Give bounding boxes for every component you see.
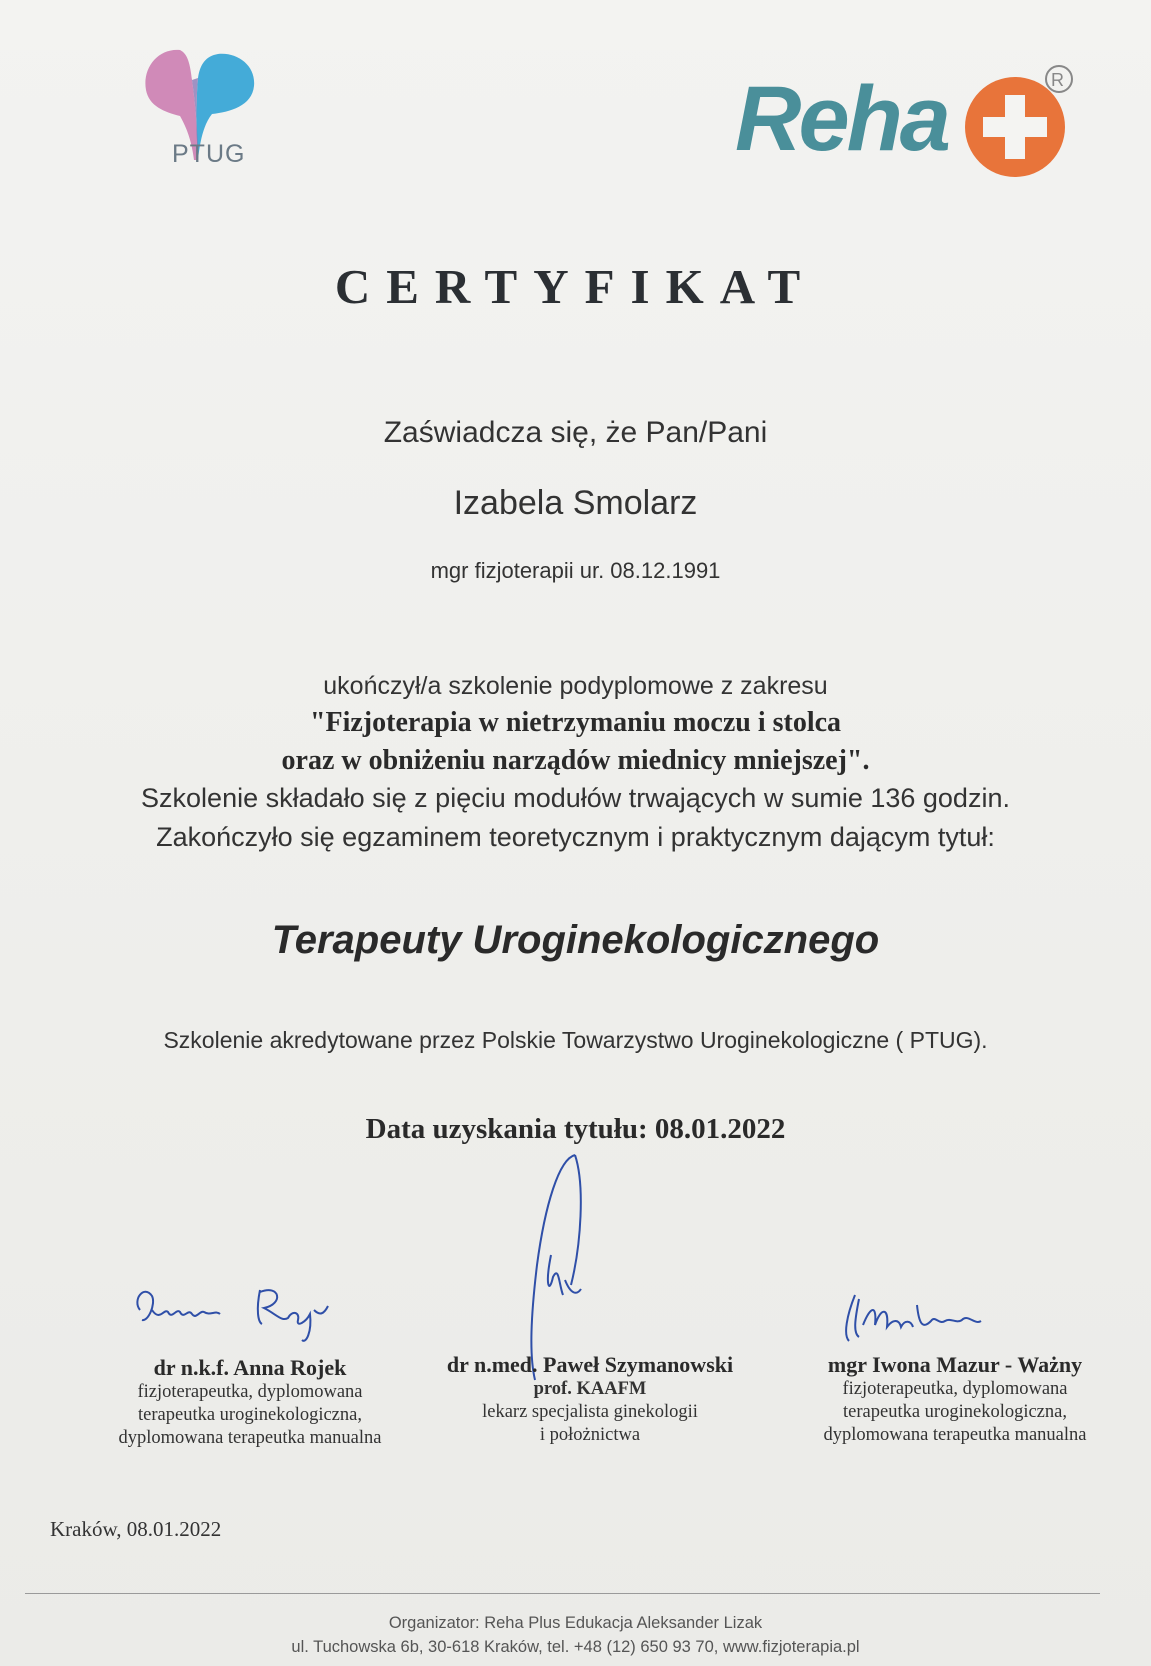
recipient-name: Izabela Smolarz xyxy=(453,484,698,522)
completed-text: ukończył/a szkolenie podyplomowe z zakresu xyxy=(323,672,828,700)
signer-3-line-3: dyplomowana terapeutka manualna xyxy=(823,1425,1087,1445)
signer-3-name: mgr Iwona Mazur - Ważny xyxy=(827,1352,1083,1377)
footer-organizer: Organizator: Reha Plus Edukacja Aleksander Lizak xyxy=(388,1614,763,1632)
signer-2-name: dr n.med. Paweł Szymanowski xyxy=(446,1352,734,1377)
signature-anna-rojek xyxy=(130,1270,360,1350)
signature-iwona-mazur-wazny xyxy=(835,1285,1005,1355)
signer-1 xyxy=(50,1355,450,1450)
ptug-label: PTUG xyxy=(172,140,246,168)
course-title-line-1: "Fizjoterapia w nietrzymaniu moczu i stolca xyxy=(309,707,842,738)
signer-1-name: dr n.k.f. Anna Rojek xyxy=(153,1355,347,1380)
registered-mark: R xyxy=(1051,70,1064,90)
reha-plus-logo xyxy=(735,55,1080,185)
accreditation-text: Szkolenie akredytowane przez Polskie Towarzystwo Uroginekologiczne ( PTUG). xyxy=(163,1027,988,1053)
signer-3 xyxy=(755,1352,1151,1447)
awarded-title: Terapeuty Uroginekologicznego xyxy=(271,918,880,962)
signer-2-line-2: lekarz specjalista ginekologii xyxy=(482,1402,698,1422)
course-title-line-2: oraz w obniżeniu narządów miednicy mniejszej". xyxy=(281,745,870,776)
signer-3-line-1: fizjoterapeutka, dyplomowana xyxy=(842,1379,1068,1399)
signer-1-line-3: dyplomowana terapeutka manualna xyxy=(118,1428,382,1448)
signer-1-line-1: fizjoterapeutka, dyplomowana xyxy=(137,1382,363,1402)
signer-2 xyxy=(405,1352,775,1447)
footer-address: ul. Tuchowska 6b, 30-618 Kraków, tel. +48 (12) 650 93 70, www.fizjoterapia.pl xyxy=(291,1638,860,1656)
date-awarded: Data uzyskania tytułu: 08.01.2022 xyxy=(365,1113,786,1145)
certificate-title: CERTYFIKAT xyxy=(334,259,817,314)
signer-2-line-1: prof. KAAFM xyxy=(533,1379,647,1399)
signer-1-line-2: terapeutka uroginekologiczna, xyxy=(138,1405,362,1425)
recipient-degree: mgr fizjoterapii ur. 08.12.1991 xyxy=(430,558,721,583)
reha-wordmark: Reha xyxy=(735,68,948,170)
place-and-date: Kraków, 08.01.2022 xyxy=(50,1517,222,1541)
footer-divider xyxy=(25,1593,1100,1594)
modules-text: Szkolenie składało się z pięciu modułów trwających w sumie 136 godzin. xyxy=(141,783,1010,813)
signer-2-line-3: i położnictwa xyxy=(539,1425,641,1445)
exam-text: Zakończyło się egzaminem teoretycznym i praktycznym dającym tytuł: xyxy=(156,822,995,852)
attest-text: Zaświadcza się, że Pan/Pani xyxy=(383,416,768,449)
signer-3-line-2: terapeutka uroginekologiczna, xyxy=(843,1402,1067,1422)
